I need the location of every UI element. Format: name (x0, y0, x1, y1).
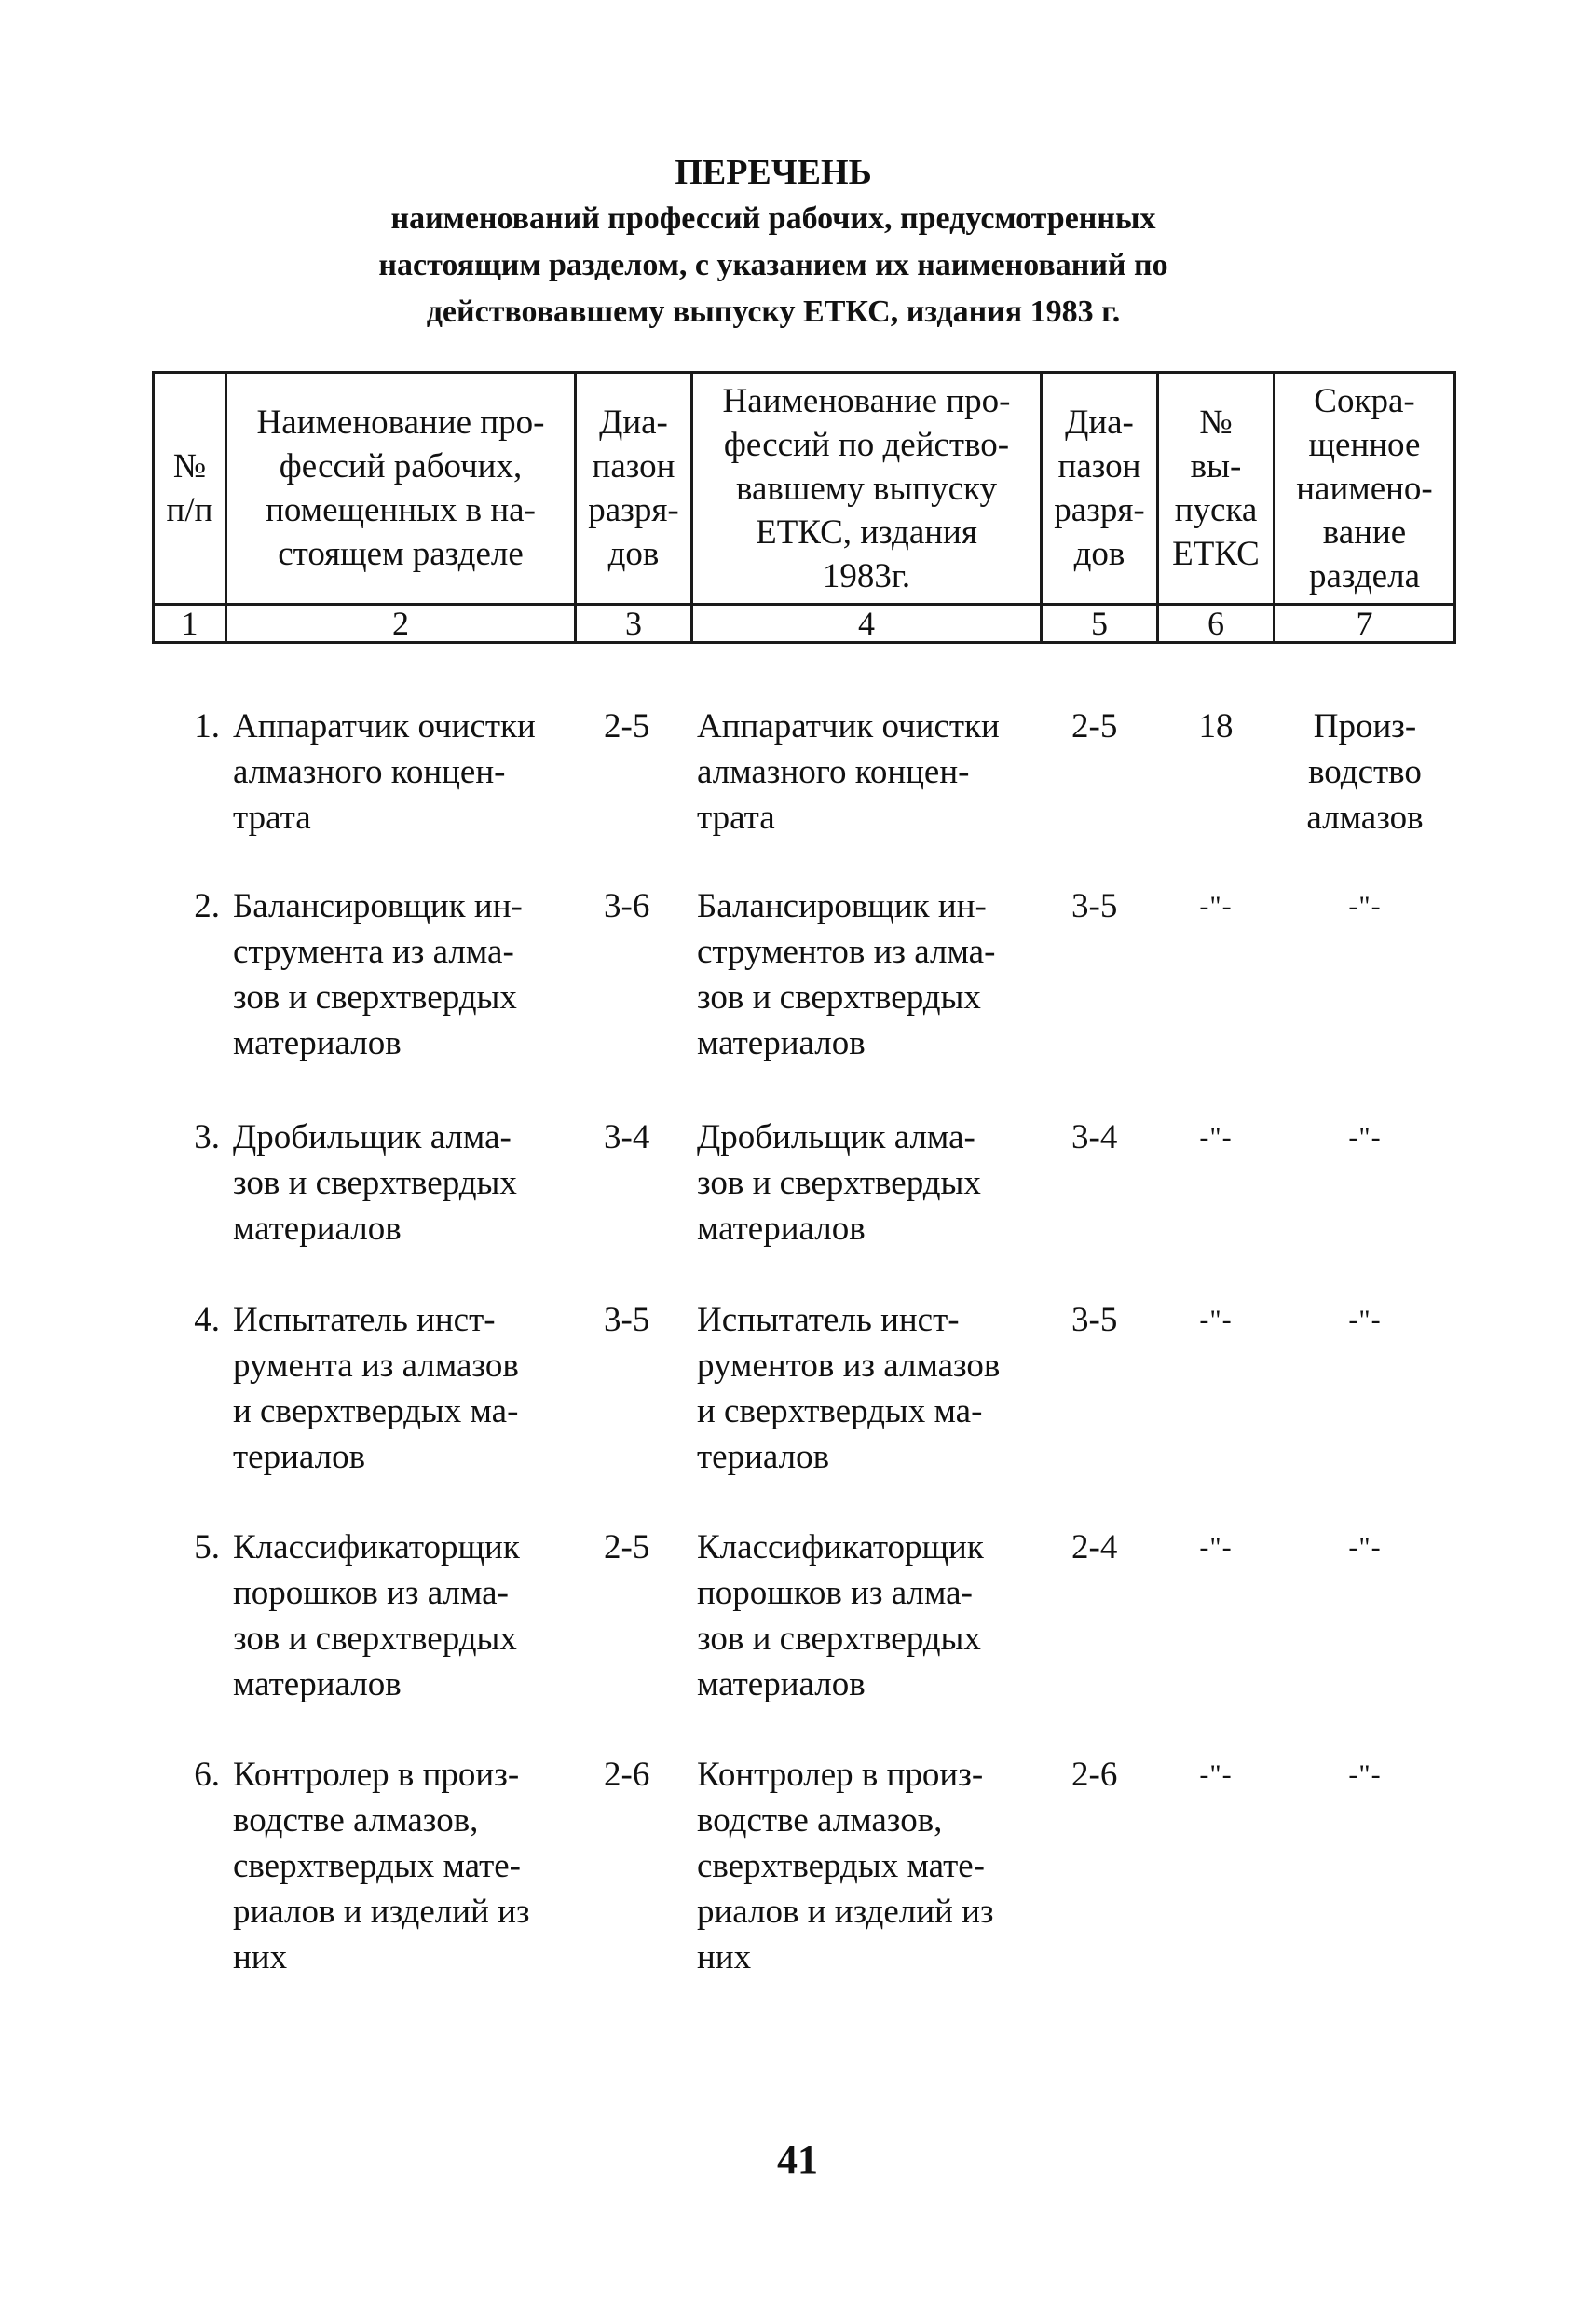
row-number: 3. (194, 1118, 220, 1156)
row-number: 1. (194, 707, 220, 745)
old-grade-range: 2-5 (1071, 707, 1118, 745)
row-number: 2. (194, 887, 220, 925)
column-number: 7 (1275, 605, 1455, 643)
header-col-range: Диа- пазон разря- дов (576, 373, 692, 605)
etks-issue-number: -"- (1199, 891, 1233, 922)
old-profession-name: Классификаторщик порошков из алма- зов и сверхтвердых материалов (697, 1528, 984, 1703)
old-grade-range: 3-5 (1071, 887, 1118, 925)
grade-range: 3-6 (604, 887, 650, 925)
title-line-1: наименований профессий рабочих, предусмотренных (390, 201, 1156, 236)
header-row (154, 373, 1455, 605)
old-profession-name: Дробильщик алма- зов и сверхтвердых материалов (697, 1118, 981, 1248)
column-number: 5 (1042, 605, 1158, 643)
grade-range: 2-5 (604, 1528, 650, 1566)
title-main: ПЕРЕЧЕНЬ (675, 153, 872, 192)
etks-issue-number: 18 (1198, 707, 1234, 745)
header-col-old-name: Наименование про- фессий по действо- вавшему выпуску ЕТКС, издания 1983г. (692, 373, 1042, 605)
document-title (186, 149, 1360, 335)
profession-name: Аппаратчик очистки алмазного концен- трата (233, 707, 536, 837)
grade-range: 2-5 (604, 707, 650, 745)
grade-range: 3-5 (604, 1301, 650, 1339)
old-grade-range: 2-4 (1071, 1528, 1118, 1566)
profession-name: Классификаторщик порошков из алма- зов и сверхтвердых материалов (233, 1528, 520, 1703)
page-number: 41 (777, 2137, 818, 2182)
column-number: 3 (576, 605, 692, 643)
etks-issue-number: -"- (1199, 1305, 1233, 1335)
old-grade-range: 3-4 (1071, 1118, 1118, 1156)
column-number-row (154, 605, 1455, 643)
title-line-2: настоящим разделом, с указанием их наименований по (378, 248, 1168, 282)
section-short-name: -"- (1348, 1532, 1382, 1563)
section-short-name: -"- (1348, 1759, 1382, 1790)
header-col-section: Сокра- щенное наимено- вание раздела (1275, 373, 1455, 605)
header-col-name: Наименование про- фессий рабочих, помещенных в на- стоящем разделе (226, 373, 576, 605)
old-profession-name: Аппаратчик очистки алмазного концен- трата (697, 707, 1000, 837)
header-col-num: № п/п (154, 373, 226, 605)
column-number: 2 (226, 605, 576, 643)
etks-issue-number: -"- (1199, 1122, 1233, 1153)
grade-range: 2-6 (604, 1756, 650, 1794)
section-short-name: Произ- водство алмазов (1306, 707, 1424, 837)
column-number: 6 (1158, 605, 1275, 643)
profession-name: Испытатель инст- румента из алмазов и сверхтвердых ма- териалов (233, 1301, 519, 1476)
old-grade-range: 2-6 (1071, 1756, 1118, 1794)
row-number: 4. (194, 1301, 220, 1339)
section-short-name: -"- (1348, 891, 1382, 922)
old-profession-name: Контролер в произ- водстве алмазов, сверхтвердых мате- риалов и изделий из них (697, 1756, 994, 1976)
column-number: 4 (692, 605, 1042, 643)
title-line-3: действовавшему выпуску ЕТКС, издания 1983 г. (426, 294, 1121, 329)
header-col-old-range: Диа- пазон разря- дов (1042, 373, 1158, 605)
table-header (152, 371, 1456, 644)
old-grade-range: 3-5 (1071, 1301, 1118, 1339)
header-col-issue: № вы- пуска ЕТКС (1158, 373, 1275, 605)
section-short-name: -"- (1348, 1122, 1382, 1153)
profession-name: Контролер в произ- водстве алмазов, сверхтвердых мате- риалов и изделий из них (233, 1756, 530, 1976)
etks-issue-number: -"- (1199, 1532, 1233, 1563)
row-number: 5. (194, 1528, 220, 1566)
profession-name: Балансировщик ин- струмента из алма- зов и сверхтвердых материалов (233, 887, 523, 1062)
old-profession-name: Балансировщик ин- струментов из алма- зов и сверхтвердых материалов (697, 887, 996, 1062)
grade-range: 3-4 (604, 1118, 650, 1156)
column-number: 1 (154, 605, 226, 643)
etks-issue-number: -"- (1199, 1759, 1233, 1790)
section-short-name: -"- (1348, 1305, 1382, 1335)
row-number: 6. (194, 1756, 220, 1794)
profession-name: Дробильщик алма- зов и сверхтвердых материалов (233, 1118, 517, 1248)
old-profession-name: Испытатель инст- рументов из алмазов и сверхтвердых ма- териалов (697, 1301, 1001, 1476)
